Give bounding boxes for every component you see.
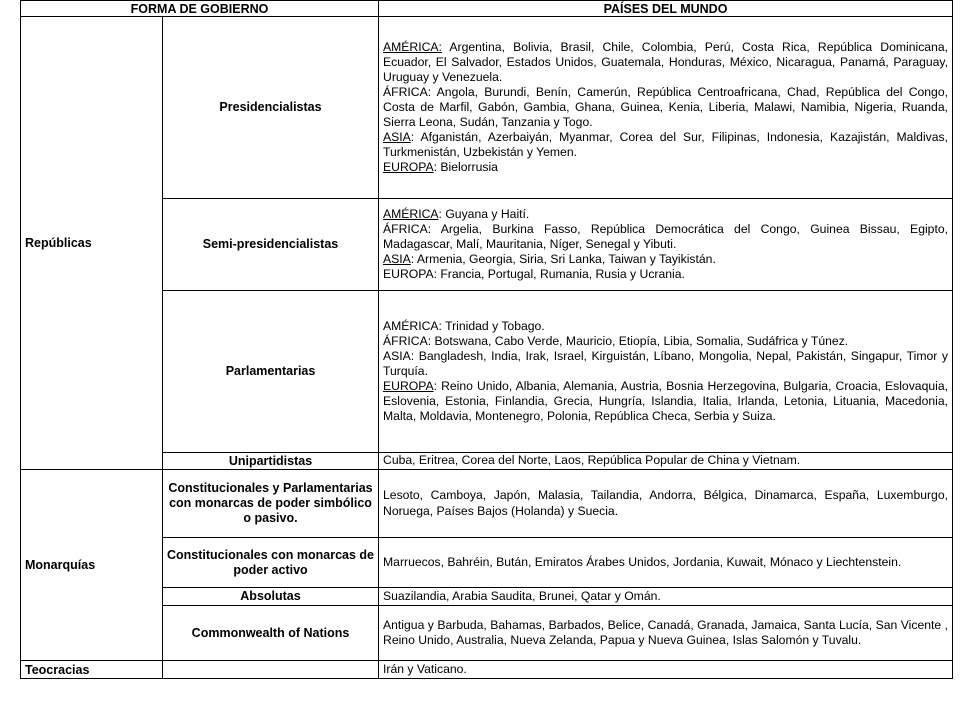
- countries-cell: [379, 17, 953, 199]
- region-countries: : Guyana y Haití.: [438, 206, 530, 221]
- region-name: ASIA: [383, 130, 411, 145]
- region-line: [383, 379, 948, 424]
- group-label-teocracias: Teocracias: [21, 661, 163, 679]
- region-name: AMÉRICA: [383, 206, 439, 221]
- government-forms-table: [20, 0, 953, 679]
- region-line: [383, 85, 948, 130]
- region-countries: : Trinidad y Tobago.: [438, 318, 545, 333]
- region-line: [383, 349, 948, 379]
- subtype-label: Constitucionales y Parlamentarias con monarcas de poder simbólico o pasivo.: [163, 470, 379, 538]
- group-label-monarquias: Monarquías: [21, 470, 163, 661]
- subtype-label: Parlamentarias: [163, 291, 379, 453]
- region-countries: : Botswana, Cabo Verde, Mauricio, Etiopía, Libia, Somalia, Sudáfrica y Túnez.: [427, 333, 849, 348]
- region-name: ASIA: [383, 252, 411, 267]
- region-line: [383, 130, 948, 160]
- header-row: [21, 1, 953, 17]
- region-name: ASIA: [383, 348, 411, 363]
- subtype-label: Presidencialistas: [163, 17, 379, 199]
- region-line: [383, 160, 948, 175]
- header-paises-del-mundo: PAÍSES DEL MUNDO: [379, 1, 953, 17]
- countries-cell: [379, 199, 953, 291]
- countries-cell: Irán y Vaticano.: [379, 661, 953, 679]
- region-name: EUROPA: [383, 267, 434, 282]
- subtype-label: Constitucionales con monarcas de poder activo: [163, 538, 379, 588]
- header-forma-de-gobierno: FORMA DE GOBIERNO: [21, 1, 379, 17]
- subtype-label: Semi-presidencialistas: [163, 199, 379, 291]
- countries-cell: [379, 291, 953, 453]
- region-countries: : Armenia, Georgia, Siria, Sri Lanka, Taiwan y Tayikistán.: [410, 252, 716, 267]
- region-name: EUROPA: [383, 160, 434, 175]
- countries-cell: Lesoto, Camboya, Japón, Malasia, Tailandia, Andorra, Bélgica, Dinamarca, España, Luxemburgo, Noruega, Países Bajos (Holanda) y Suecia.: [379, 470, 953, 538]
- region-countries: : Afganistán, Azerbaiyán, Myanmar, Corea del Sur, Filipinas, Indonesia, Kazajistán, Maldivas, Turkmenistán, Uzbekistán y Yemen.: [383, 130, 949, 160]
- region-line: [383, 252, 948, 267]
- region-name: ÁFRICA: [383, 333, 428, 348]
- region-countries: : Bielorrusia: [433, 160, 498, 175]
- region-name: AMÉRICA:: [383, 39, 442, 54]
- region-countries: : Angola, Burundi, Benín, Camerún, República Centroafricana, Chad, República del Congo, Costa de Marfil, Gabón, Gambia, Ghana, Guinea, Kenia, Liberia, Malawi, Namibia, Nigeria, Ruanda, Sierra Leona, Sudán, Tanzania y Togo.: [383, 84, 949, 130]
- region-line: [383, 267, 948, 282]
- region-countries: : Bangladesh, India, Irak, Israel, Kirguistán, Líbano, Mongolia, Nepal, Pakistán, Singapur, Timor y Turquía.: [383, 348, 949, 378]
- region-line: [383, 222, 948, 252]
- region-line: [383, 319, 948, 334]
- subtype-label: Unipartidistas: [163, 453, 379, 470]
- region-name: ÁFRICA: [383, 221, 428, 236]
- countries-cell: Marruecos, Bahréin, Bután, Emiratos Árabes Unidos, Jordania, Kuwait, Mónaco y Liechtenstein.: [379, 538, 953, 588]
- region-countries: : Francia, Portugal, Rumania, Rusia y Ucrania.: [433, 267, 685, 282]
- subtype-label: Absolutas: [163, 588, 379, 606]
- group-label-republicas: Repúblicas: [21, 17, 163, 470]
- region-line: [383, 334, 948, 349]
- table-row: [21, 17, 953, 199]
- subtype-label: Commonwealth of Nations: [163, 606, 379, 661]
- region-name: ÁFRICA: [383, 84, 428, 99]
- region-countries: : Argelia, Burkina Fasso, República Democrática del Congo, Guinea Bissau, Egipto, Madagascar, Malí, Mauritania, Níger, Senegal y Yibuti.: [383, 221, 949, 251]
- table-row: [21, 470, 953, 538]
- region-name: AMÉRICA: [383, 318, 439, 333]
- region-countries: Argentina, Bolivia, Brasil, Chile, Colombia, Perú, Costa Rica, República Dominicana, Ecuador, El Salvador, Estados Unidos, Guatemala, Honduras, México, Nicaragua, Panamá, Paraguay, Uruguay y Venezuela.: [383, 39, 949, 84]
- region-name: EUROPA: [383, 379, 434, 394]
- subtype-label: [163, 661, 379, 679]
- region-line: [383, 207, 948, 222]
- region-countries: : Reino Unido, Albania, Alemania, Austria, Bosnia Herzegovina, Bulgaria, Croacia, Eslovaquia, Eslovenia, Estonia, Finlandia, Grecia, Hungría, Islandia, Italia, Irlanda, Letonia, Lituania, Macedonia, Malta, Moldavia, Montenegro, Polonia, República Checa, Serbia y Suiza.: [383, 379, 949, 424]
- countries-cell: Antigua y Barbuda, Bahamas, Barbados, Belice, Canadá, Granada, Jamaica, Santa Lucía, San Vicente , Reino Unido, Australia, Nueva Zelanda, Papua y Nueva Guinea, Islas Salomón y Tuvalu.: [379, 606, 953, 661]
- table-row: [21, 661, 953, 679]
- countries-cell: Cuba, Eritrea, Corea del Norte, Laos, República Popular de China y Vietnam.: [379, 453, 953, 470]
- region-line: [383, 40, 948, 85]
- countries-cell: Suazilandia, Arabia Saudita, Brunei, Qatar y Omán.: [379, 588, 953, 606]
